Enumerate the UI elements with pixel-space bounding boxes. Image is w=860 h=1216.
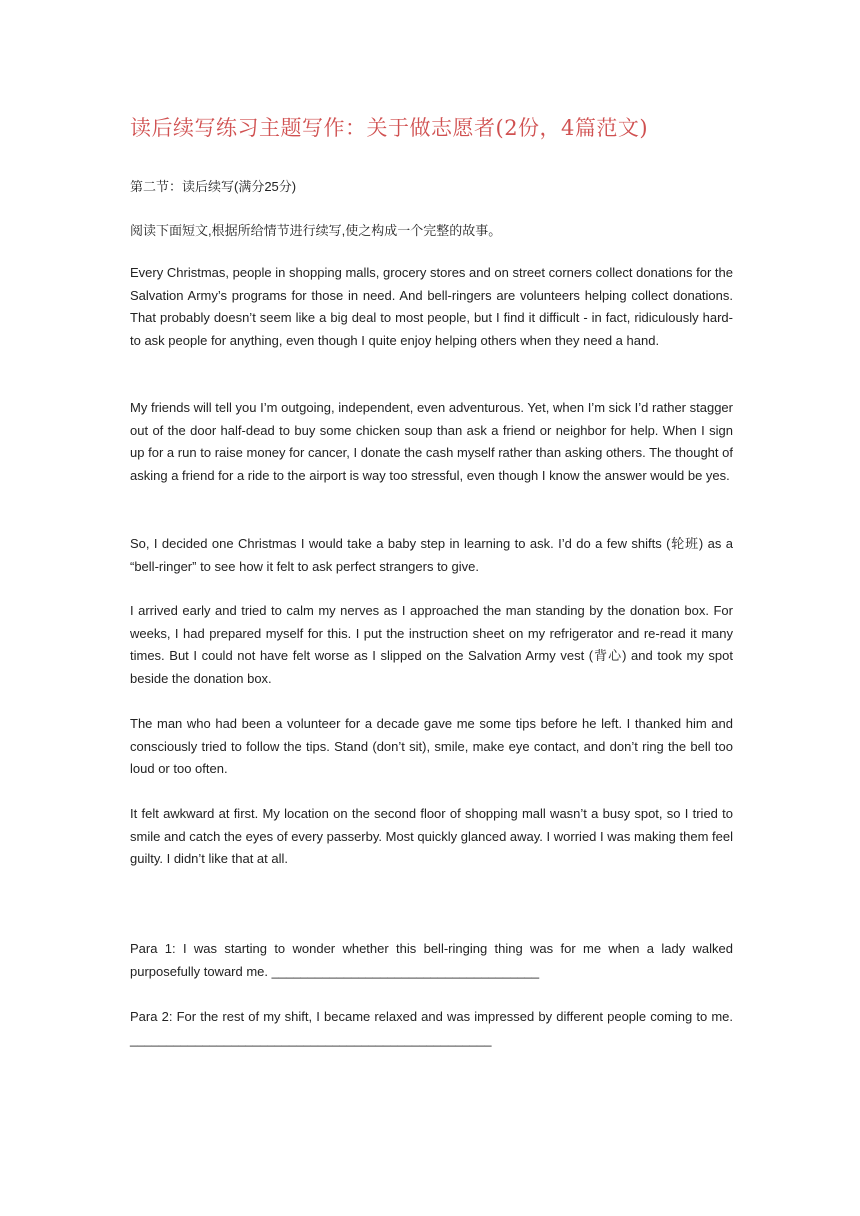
document-title: 读后续写练习主题写作：关于做志愿者(2份，4篇范文) [130, 116, 649, 140]
story-paragraph-6: It felt awkward at first. My location on the second floor of shopping mall wasn’t a busy spot, so I tried to smile and catch the eyes of every passerby. Most quickly glanced away. I worried I was making them feel guilty. I didn’t like that at all. [130, 806, 733, 867]
story-paragraph-5: The man who had been a volunteer for a decade gave me some tips before he left. I thanked him and consciously tried to follow the tips. Stand (don’t sit), smile, make eye contact, and don’t ring the bell too loud or too often. [130, 716, 733, 777]
task-instruction: 阅读下面短文,根据所给情节进行续写,使之构成一个完整的故事。 [130, 223, 502, 238]
story-paragraph-1: Every Christmas, people in shopping malls, grocery stores and on street corners collect donations for the Salvation Army’s programs for those in need. And bell-ringers are volunteers helping collect donations. That probably doesn’t seem like a big deal to most people, but I find it difficult - in fact, ridiculously hard-to ask people for anything, even though I quite enjoy helping others when they need a hand. [130, 265, 733, 348]
continuation-prompt-1: Para 1: I was starting to wonder whether this bell-ringing thing was for me when a lady walked purposefully toward me. _____________________________________ [130, 941, 733, 979]
story-paragraph-3: So, I decided one Christmas I would take a baby step in learning to ask. I’d do a few shifts (轮班) as a “bell-ringer” to see how it felt to ask perfect strangers to give. [130, 536, 733, 574]
story-paragraph-2: My friends will tell you I’m outgoing, independent, even adventurous. Yet, when I’m sick I’d rather stagger out of the door half-dead to buy some chicken soup than ask a friend or neighbor for help. When I sign up for a run to raise money for cancer, I donate the cash myself rather than asking others. The thought of asking a friend for a ride to the airport is way too stressful, even though I know the answer would be yes. [130, 400, 733, 483]
section-heading: 第二节：读后续写(满分25分) [130, 179, 297, 194]
story-paragraph-4: I arrived early and tried to calm my nerves as I approached the man standing by the donation box. For weeks, I had prepared myself for this. I put the instruction sheet on my refrigerator and re-read it many times. But I could not have felt worse as I slipped on the Salvation Army vest (背心) and took my spot beside the donation box. [130, 603, 733, 686]
continuation-prompt-2: Para 2: For the rest of my shift, I became relaxed and was impressed by different people coming to me. __________________________________________________ [130, 1009, 733, 1047]
